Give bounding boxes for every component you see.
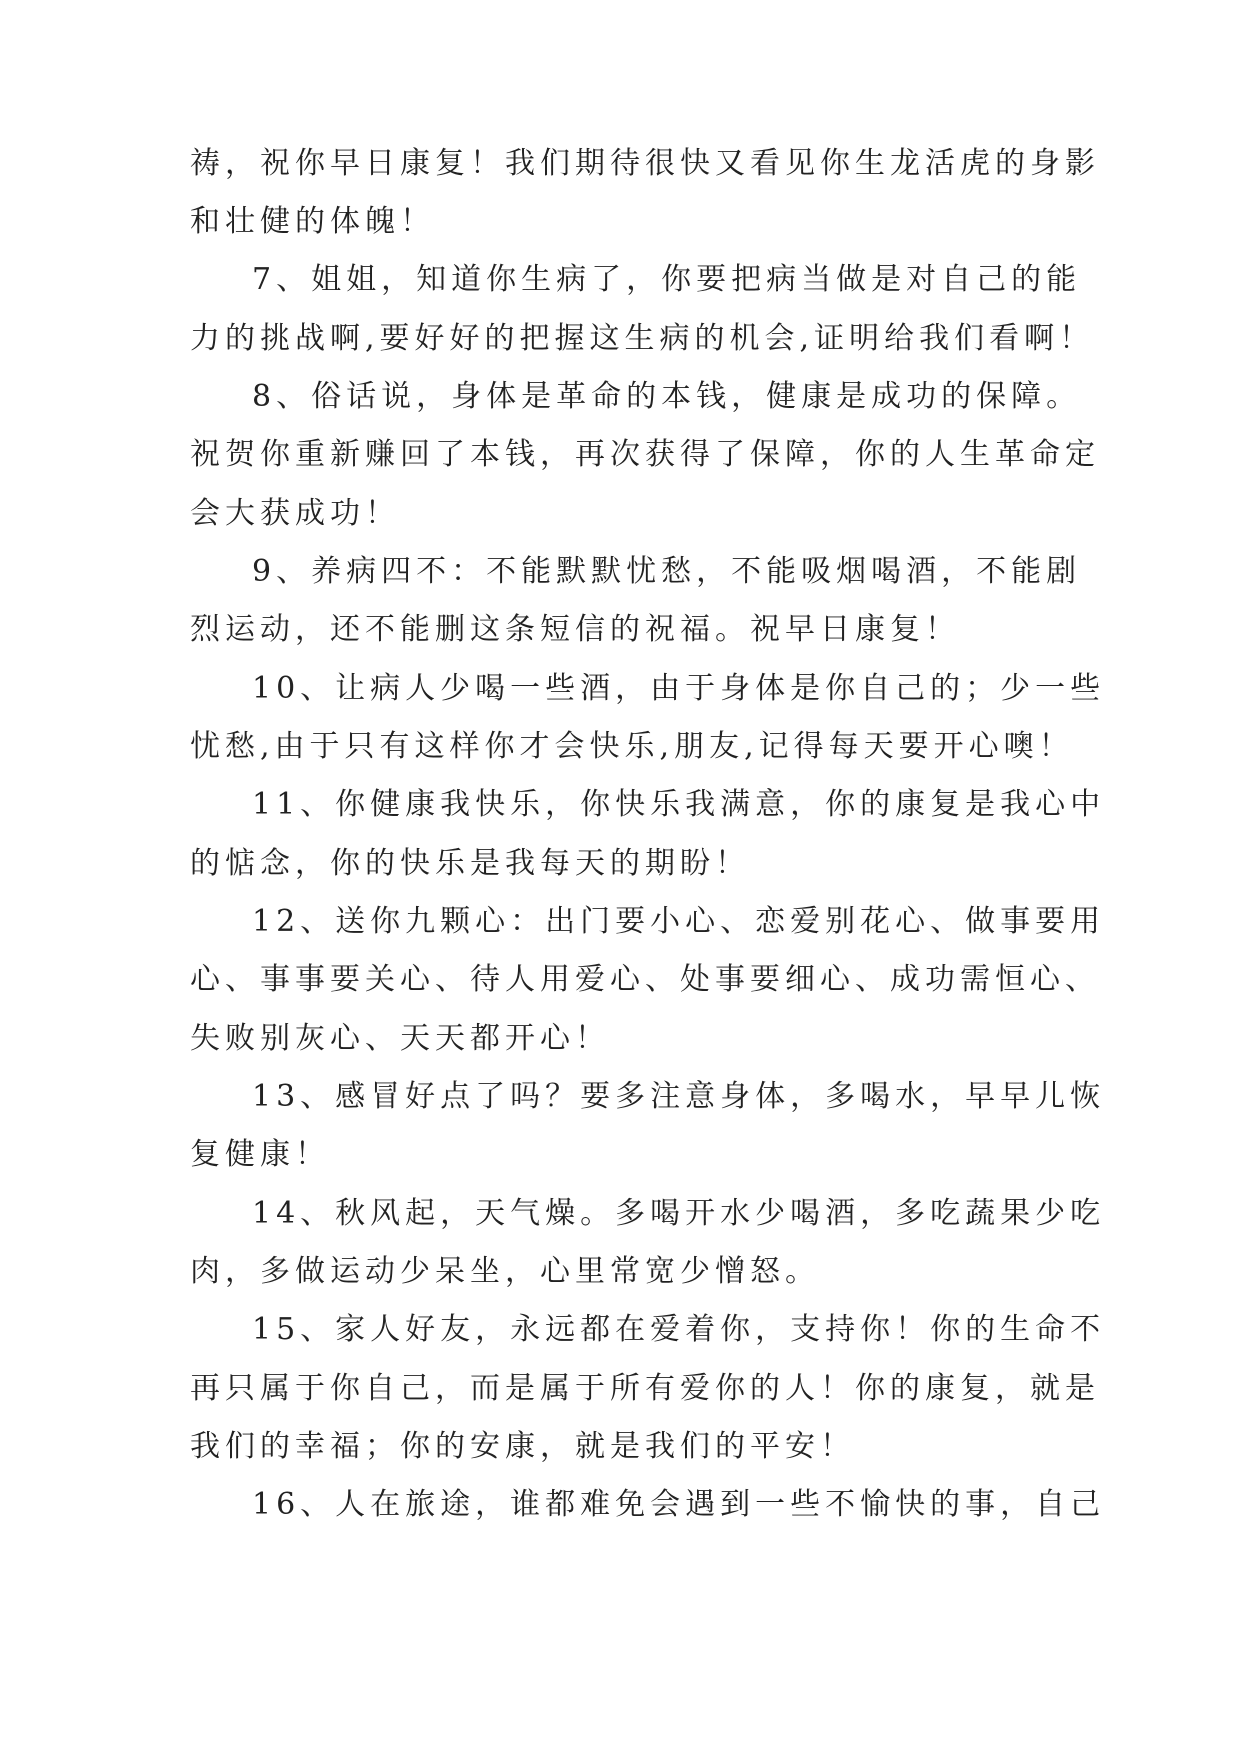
text-line: 祝贺你重新赚回了本钱，再次获得了保障，你的人生革命定: [190, 437, 1100, 472]
paragraph-11-start: 11、你健康我快乐，你快乐我满意，你的康复是我心中: [252, 787, 1106, 822]
paragraph-15-start: 15、家人好友，永远都在爱着你，支持你！你的生命不: [252, 1312, 1106, 1347]
paragraph-13-start: 13、感冒好点了吗？要多注意身体，多喝水，早早儿恢: [252, 1079, 1106, 1114]
text-line: 我们的幸福；你的安康，就是我们的平安！: [190, 1429, 855, 1464]
text-line: 再只属于你自己，而是属于所有爱你的人！你的康复，就是: [190, 1371, 1100, 1406]
text-line: 祷，祝你早日康复！我们期待很快又看见你生龙活虎的身影: [190, 146, 1100, 181]
text-line: 肉，多做运动少呆坐，心里常宽少憎怒。: [190, 1254, 820, 1289]
paragraph-16-start: 16、人在旅途，谁都难免会遇到一些不愉快的事，自己: [252, 1487, 1106, 1522]
text-line: 烈运动，还不能删这条短信的祝福。祝早日康复！: [190, 612, 960, 647]
text-line: 力的挑战啊,要好好的把握这生病的机会,证明给我们看啊！: [190, 321, 1095, 356]
text-line: 忧愁,由于只有这样你才会快乐,朋友,记得每天要开心噢！: [190, 729, 1074, 764]
paragraph-8-start: 8、俗话说，身体是革命的本钱，健康是成功的保障。: [252, 379, 1082, 414]
text-line: 失败别灰心、天天都开心！: [190, 1021, 610, 1056]
text-line: 心、事事要关心、待人用爱心、处事要细心、成功需恒心、: [190, 962, 1100, 997]
text-line: 复健康！: [190, 1137, 330, 1172]
paragraph-7-start: 7、姐姐，知道你生病了，你要把病当做是对自己的能: [252, 262, 1082, 297]
text-line: 的惦念，你的快乐是我每天的期盼！: [190, 846, 750, 881]
text-line: 会大获成功！: [190, 496, 400, 531]
text-line: 和壮健的体魄！: [190, 204, 435, 239]
paragraph-10-start: 10、让病人少喝一些酒，由于身体是你自己的；少一些: [252, 671, 1106, 706]
paragraph-14-start: 14、秋风起，天气燥。多喝开水少喝酒，多吃蔬果少吃: [252, 1196, 1106, 1231]
paragraph-12-start: 12、送你九颗心：出门要小心、恋爱别花心、做事要用: [252, 904, 1106, 939]
paragraph-9-start: 9、养病四不：不能默默忧愁，不能吸烟喝酒，不能剧: [252, 554, 1082, 589]
